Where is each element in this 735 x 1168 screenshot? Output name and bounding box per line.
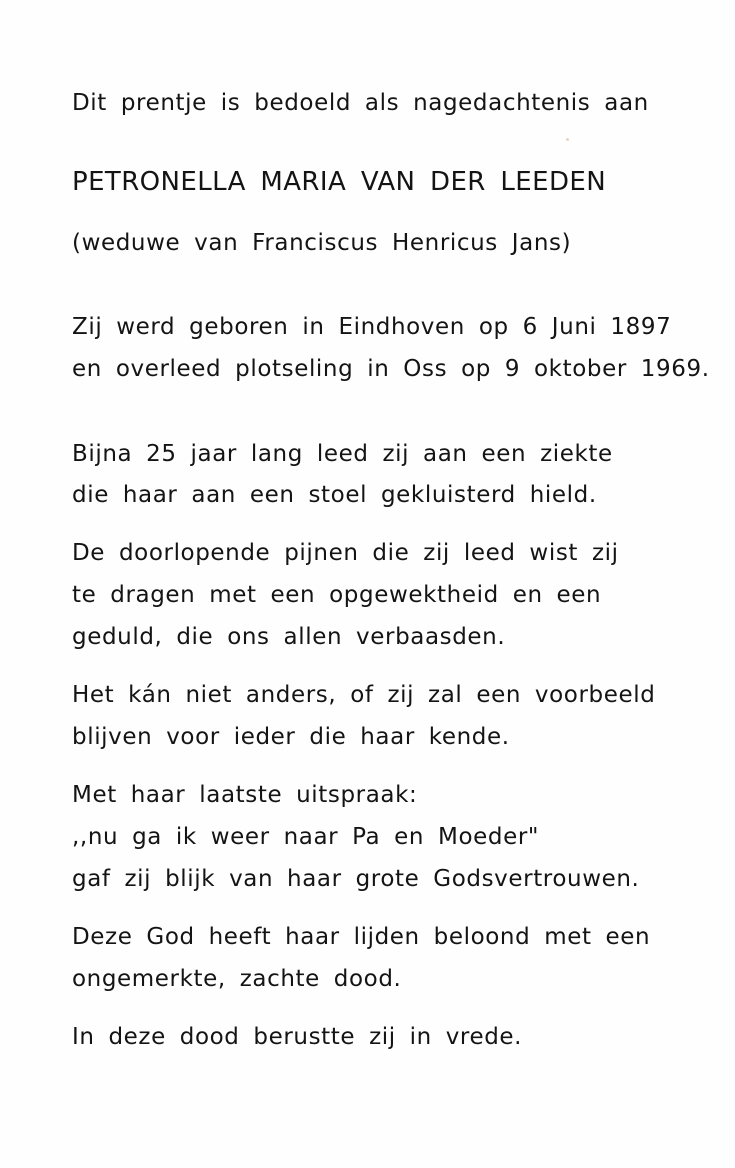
paragraph-line: te dragen met een opgewektheid en een <box>72 582 602 608</box>
paragraph-line: Met haar laatste uitspraak: <box>72 782 418 808</box>
paragraph-line: die haar aan een stoel gekluisterd hield. <box>72 482 597 508</box>
paragraph-line: Deze God heeft haar lijden beloond met een <box>72 924 651 950</box>
paragraph-line: geduld, die ons allen verbaasden. <box>72 624 506 650</box>
paragraph-line: Het kán niet anders, of zij zal een voorbeeld <box>72 682 656 708</box>
intro-text: Dit prentje is bedoeld als nagedachtenis aan <box>72 90 649 116</box>
paragraph-line: De doorlopende pijnen die zij leed wist zij <box>72 540 619 566</box>
paragraph-line: Bijna 25 jaar lang leed zij aan een ziekte <box>72 441 613 467</box>
death-line: en overleed plotseling in Oss op 9 oktober 1969. <box>72 356 710 382</box>
paragraph-line: gaf zij blijk van haar grote Godsvertrouwen. <box>72 866 640 892</box>
birth-line: Zij werd geboren in Eindhoven op 6 Juni 1897 <box>72 314 672 340</box>
widow-note: (weduwe van Franciscus Henricus Jans) <box>72 230 572 256</box>
paper-speck <box>566 138 569 141</box>
paragraph-line: ongemerkte, zachte dood. <box>72 966 402 992</box>
paragraph-line: In deze dood berustte zij in vrede. <box>72 1024 523 1050</box>
paragraph-line: blijven voor ieder die haar kende. <box>72 724 510 750</box>
paragraph-line: ,,nu ga ik weer naar Pa en Moeder" <box>72 824 540 850</box>
deceased-name: PETRONELLA MARIA VAN DER LEEDEN <box>72 167 607 197</box>
